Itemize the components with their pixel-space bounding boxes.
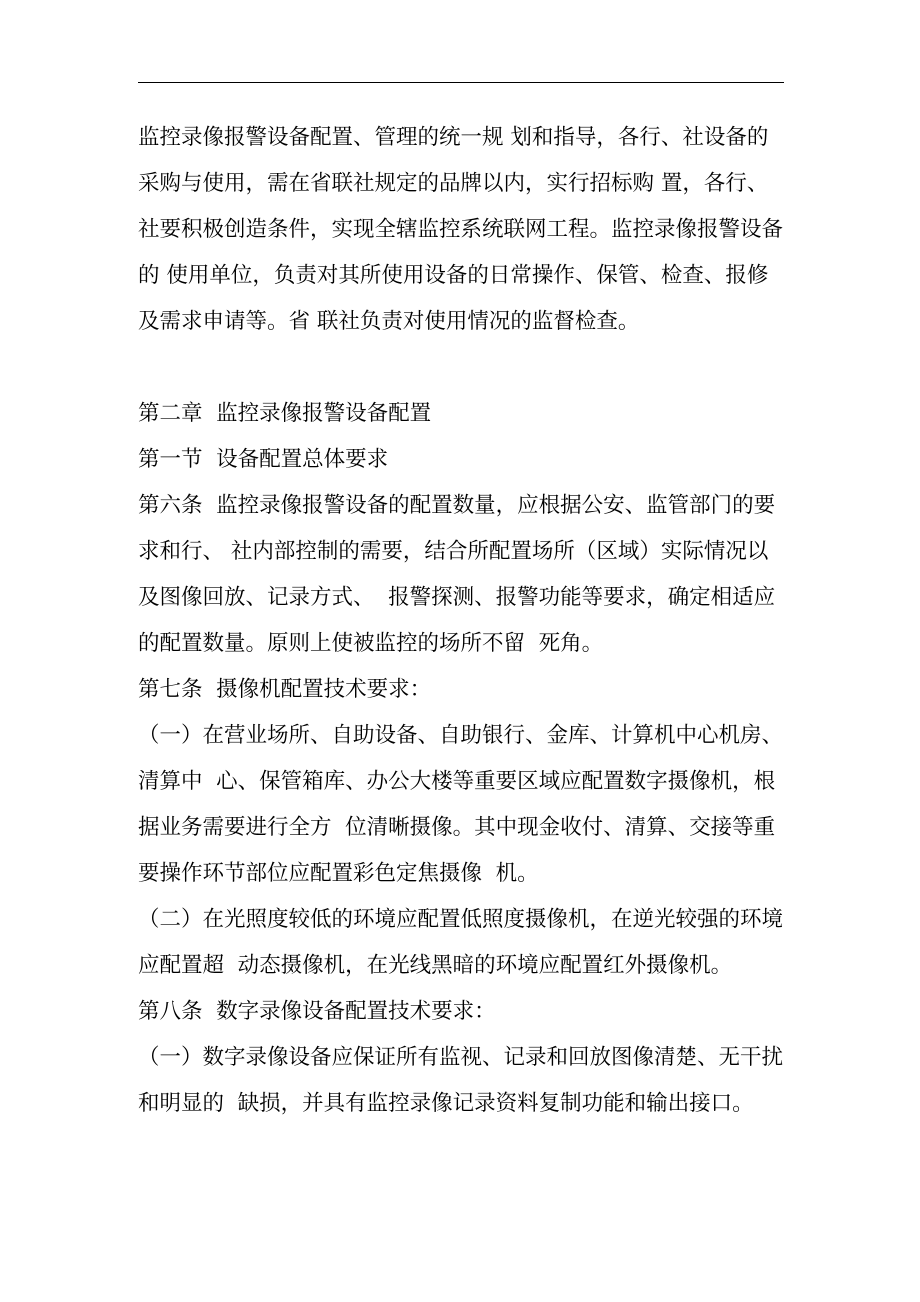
text-line: 第六条 监控录像报警设备的配置数量，应根据公安、监管部门的要 xyxy=(138,493,776,518)
text-line: 求和行、 社内部控制的需要，结合所配置场所（区域）实际情况以 xyxy=(138,539,769,564)
intro-paragraph xyxy=(138,115,798,345)
text-line: 社要积极创造条件，实现全辖监控系统联网工程。监控录像报警设备 xyxy=(138,217,784,242)
text-line: （一）数字录像设备应保证所有监视、记录和回放图像清楚、无干扰 xyxy=(138,1045,784,1070)
text-line: 及图像回放、记录方式、 报警探测、报警功能等要求，确定相适应 xyxy=(138,585,776,610)
article-heading: 第八条 数字录像设备配置技术要求： xyxy=(138,999,496,1024)
article-7 xyxy=(138,667,798,989)
text-line: 及需求申请等。省 联社负责对使用情况的监督检查。 xyxy=(138,309,640,334)
text-line: 应配置超 动态摄像机，在光线黑暗的环境应配置红外摄像机。 xyxy=(138,953,733,978)
section-heading: 第一节 设备配置总体要求 xyxy=(138,447,389,472)
header-rule xyxy=(138,82,784,83)
text-line: （一）在营业场所、自助设备、自助银行、金库、计算机中心机房、 xyxy=(138,723,784,748)
article-6 xyxy=(138,483,798,667)
text-line: （二）在光照度较低的环境应配置低照度摄像机，在逆光较强的环境 xyxy=(138,907,784,932)
text-line: 的 使用单位，负责对其所使用设备的日常操作、保管、检查、报修 xyxy=(138,263,769,288)
text-line: 和明显的 缺损，并具有监控录像记录资料复制功能和输出接口。 xyxy=(138,1091,754,1116)
text-line: 的配置数量。原则上使被监控的场所不留 死角。 xyxy=(138,631,604,656)
article-8 xyxy=(138,989,798,1127)
document-body xyxy=(138,115,798,1127)
text-line: 据业务需要进行全方 位清晰摄像。其中现金收付、清算、交接等重 xyxy=(138,815,776,840)
text-line: 监控录像报警设备配置、管理的统一规 划和指导，各行、社设备的 xyxy=(138,125,769,150)
article-heading: 第七条 摄像机配置技术要求： xyxy=(138,677,432,702)
chapter-heading: 第二章 监控录像报警设备配置 xyxy=(138,401,432,426)
text-line: 要操作环节部位应配置彩色定焦摄像 机。 xyxy=(138,861,539,886)
paragraph-gap xyxy=(138,345,798,391)
text-line: 采购与使用，需在省联社规定的品牌以内，实行招标购 置，各行、 xyxy=(138,171,769,196)
text-line: 清算中 心、保管箱库、办公大楼等重要区域应配置数字摄像机，根 xyxy=(138,769,776,794)
